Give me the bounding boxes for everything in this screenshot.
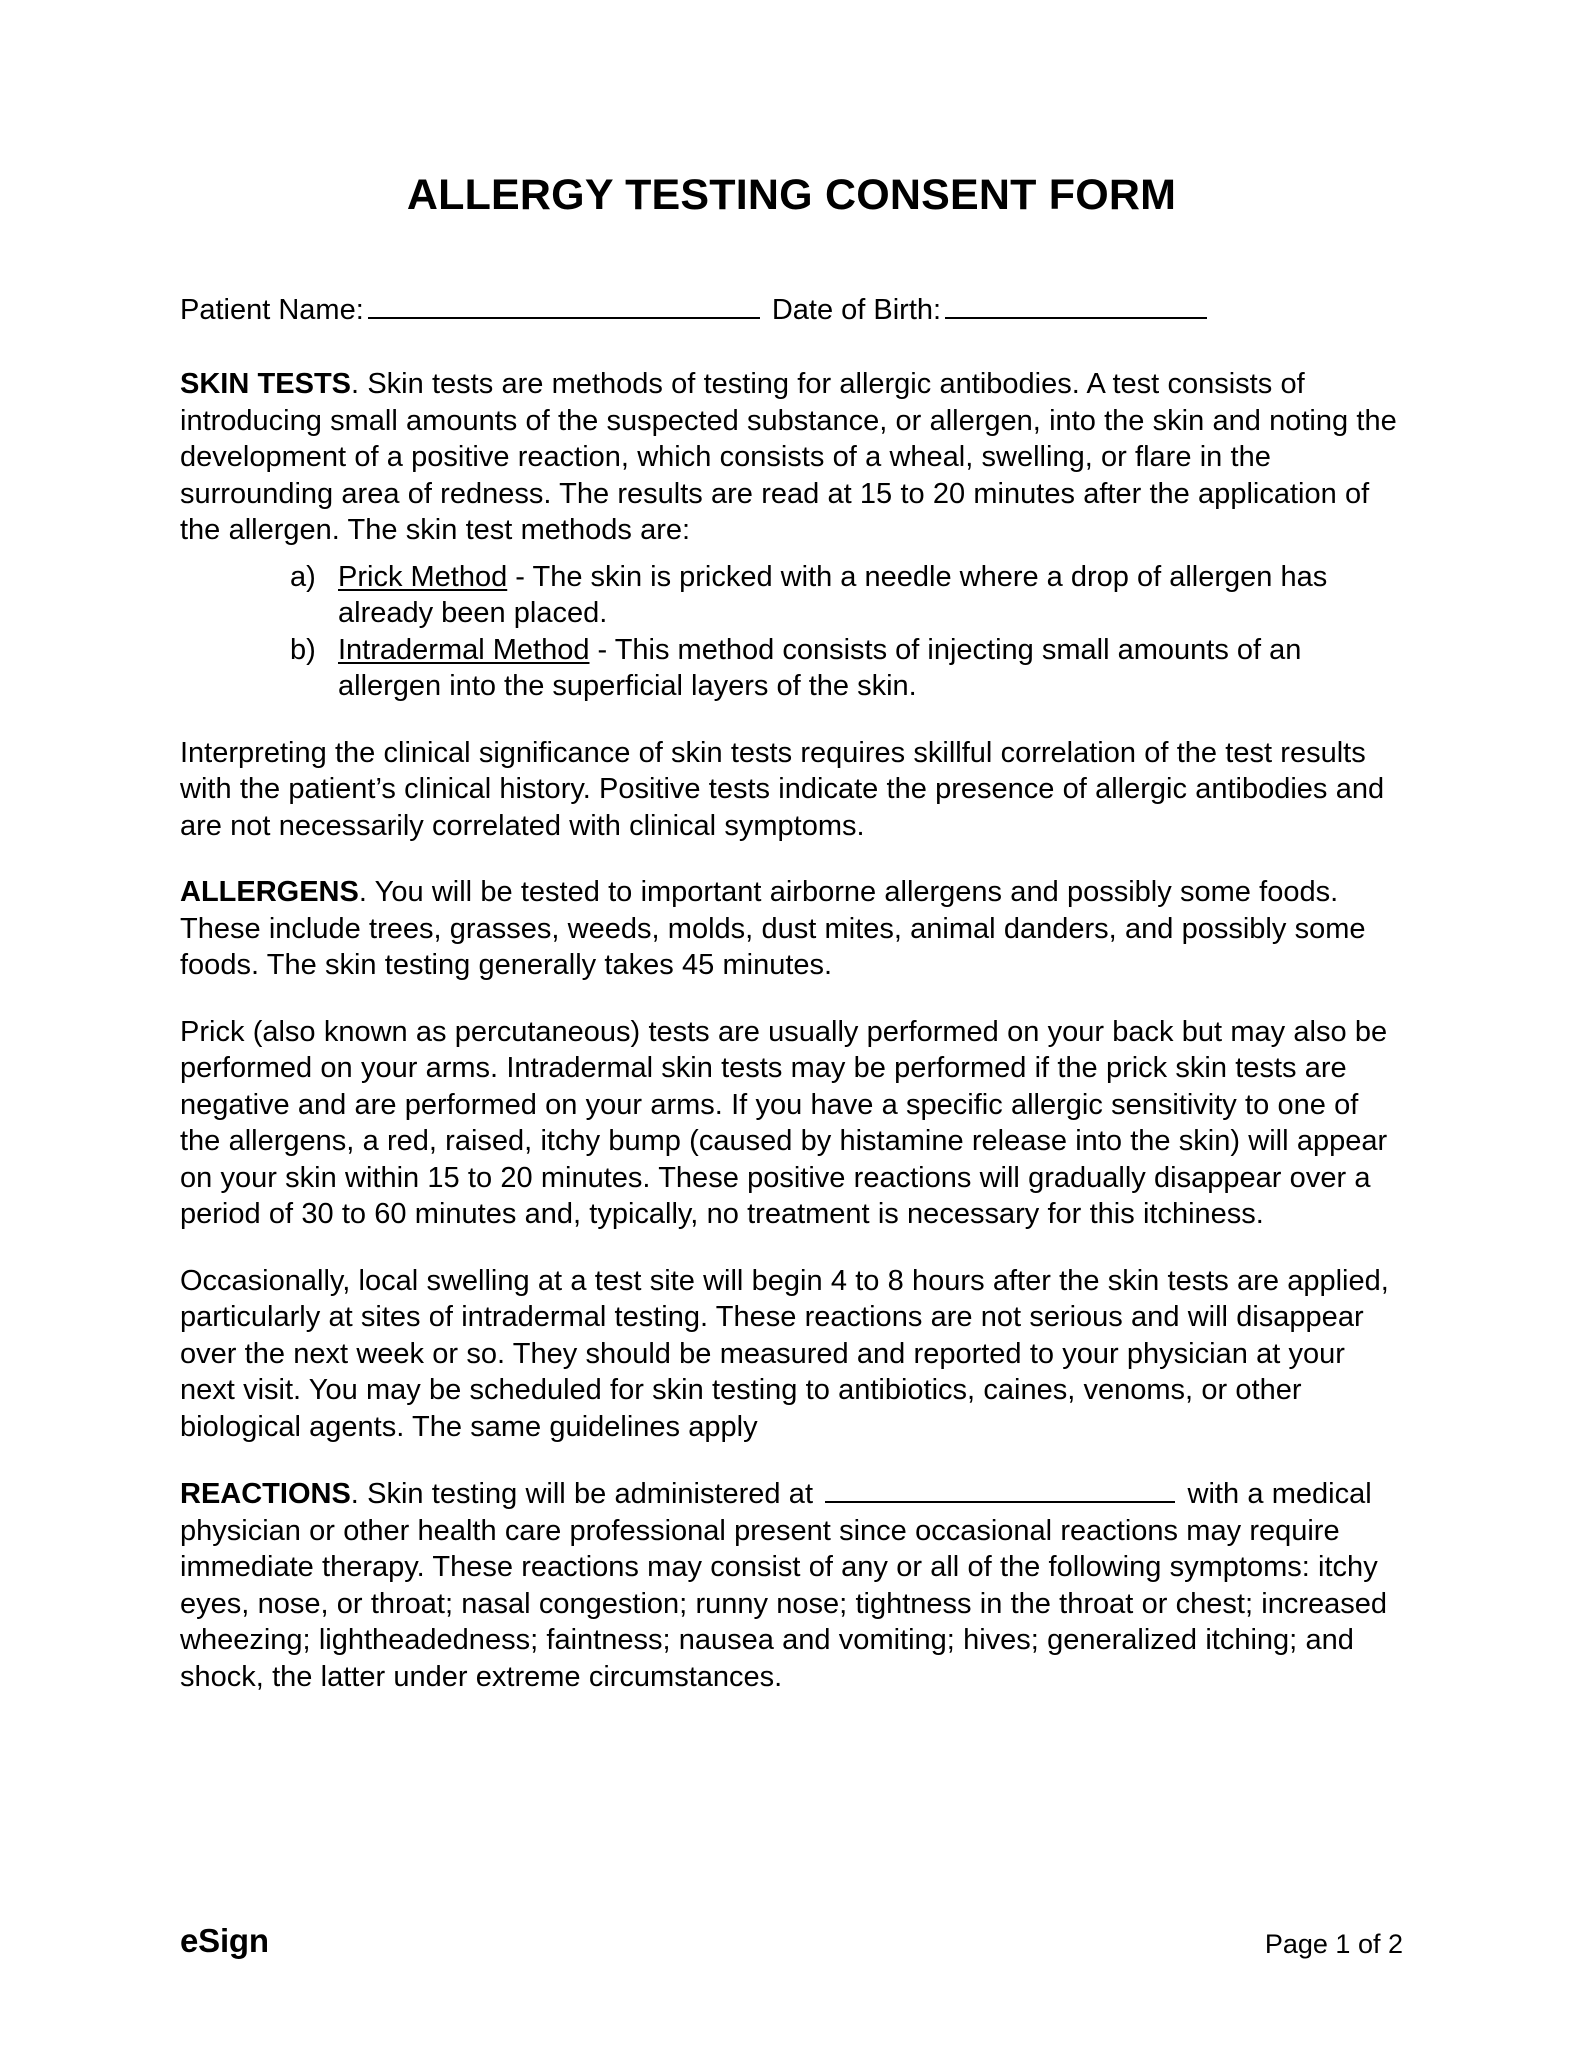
testing-location-input[interactable]	[825, 1475, 1175, 1503]
list-item-marker: b)	[290, 633, 316, 666]
page-footer	[180, 1922, 1403, 1960]
interpreting-paragraph: Interpreting the clinical significance of skin tests requires skillful correlation of the test results with the patient’s clinical history. Positive tests indicate the presence of allergic antibodies and are not necessarily correlated with clinical symptoms.	[180, 736, 1385, 842]
list-item	[290, 559, 1403, 632]
date-of-birth-label: Date of Birth:	[771, 294, 942, 327]
list-item-description: - This method consists of injecting small amounts of an allergen into the superficial layers of the skin.	[338, 633, 1302, 703]
occasionally-paragraph: Occasionally, local swelling at a test site will begin 4 to 8 hours after the skin tests are applied, particularly at sites of intradermal testing. These reactions are not serious and will disappear over the next week or so. They should be measured and reported to your physician at your next visit. You may be scheduled for skin testing to antibiotics, caines, venoms, or other biological agents. The same guidelines apply	[180, 1264, 1389, 1443]
skin-test-methods-list	[180, 559, 1403, 705]
allergens-body: . You will be tested to important airborne allergens and possibly some foods. These include trees, grasses, weeds, molds, dust mites, animal danders, and possibly some foods. The skin testing generally takes 45 minutes.	[180, 876, 1366, 982]
esign-logo: eSign	[180, 1922, 269, 1959]
skin-tests-paragraph	[180, 330, 1403, 549]
page-number: Page 1 of 2	[1264, 1929, 1403, 1959]
skin-tests-heading: SKIN TESTS	[180, 368, 351, 401]
list-item-marker: a)	[290, 560, 316, 593]
list-item	[290, 632, 1403, 705]
patient-name-label: Patient Name:	[180, 294, 364, 327]
reactions-body-after-blank: with a medical physician or other health care professional present since occasional reactions may require immediate therapy. These reactions may consist of any or all of the following symptoms: itchy eyes, nose, or throat; nasal congestion; runny nose; tightness in the throat or chest; increased wheezing; lightheadedness; faintness; nausea and vomiting; hives; generalized itching; and shock, the latter under extreme circumstances.	[180, 1478, 1388, 1693]
allergens-paragraph	[180, 844, 1403, 984]
date-of-birth-input[interactable]	[945, 291, 1207, 319]
reactions-heading: REACTIONS	[180, 1478, 351, 1511]
patient-identity-row	[180, 291, 1403, 330]
allergens-heading: ALLERGENS	[180, 876, 359, 909]
list-item-term: Intradermal Method	[338, 633, 590, 666]
skin-tests-body: . Skin tests are methods of testing for allergic antibodies. A test consists of introducing small amounts of the suspected substance, or allergen, into the skin and noting the development of a positive reaction, which consists of a wheal, swelling, or flare in the surrounding area of redness. The results are read at 15 to 20 minutes after the application of the allergen. The skin test methods are:	[180, 368, 1397, 547]
reactions-body-before-blank: . Skin testing will be administered at	[350, 1478, 822, 1511]
list-item-description: - The skin is pricked with a needle where a drop of allergen has already been placed.	[338, 560, 1328, 630]
reactions-paragraph	[180, 1445, 1403, 1695]
page-title: ALLERGY TESTING CONSENT FORM	[406, 171, 1177, 219]
prick-paragraph: Prick (also known as percutaneous) tests are usually performed on your back but may also be performed on your arms. Intradermal skin tests may be performed if the prick skin tests are negative and are performed on your arms. If you have a specific allergic sensitivity to one of the allergens, a red, raised, itchy bump (caused by histamine release into the skin) will appear on your skin within 15 to 20 minutes. These positive reactions will gradually disappear over a period of 30 to 60 minutes and, typically, no treatment is necessary for this itchiness.	[180, 1015, 1388, 1231]
patient-name-input[interactable]	[368, 291, 760, 319]
list-item-term: Prick Method	[338, 560, 508, 593]
